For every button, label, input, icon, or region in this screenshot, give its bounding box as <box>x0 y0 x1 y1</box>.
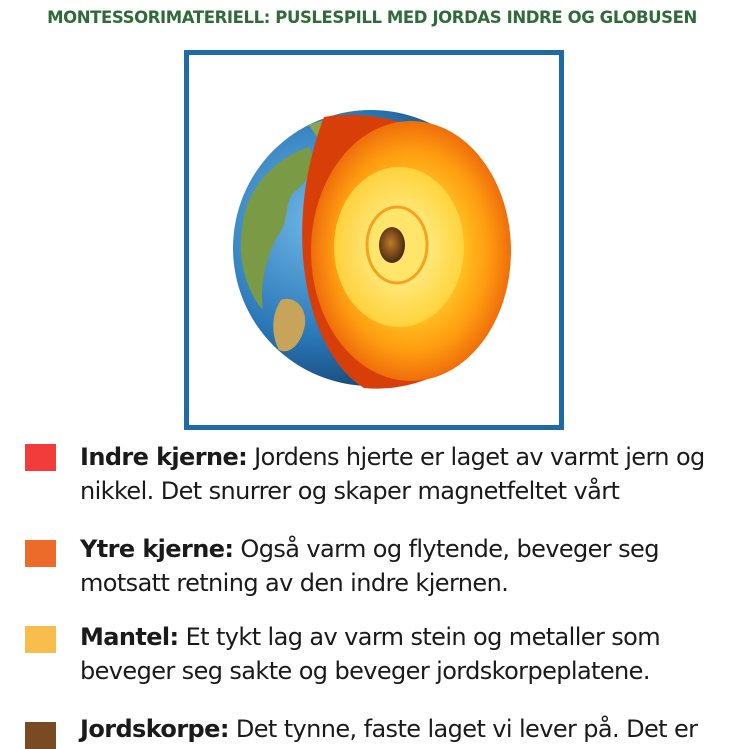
legend-term: Indre kjerne: <box>80 443 248 471</box>
legend-description: Jordens hjerte er laget av varmt jern og <box>247 443 705 471</box>
legend-text <box>80 712 730 746</box>
legend-text <box>80 620 730 688</box>
legend-description: beveger seg sakte og beveger jordskorpeplatene. <box>80 657 650 685</box>
legend-term: Jordskorpe: <box>80 715 229 743</box>
legend-description: Et tykt lag av varm stein og metaller som <box>178 623 661 651</box>
inner-core <box>379 227 405 263</box>
legend-term: Ytre kjerne: <box>80 535 234 563</box>
illustration-frame <box>184 50 564 430</box>
legend-description: Det tynne, faste laget vi lever på. Det er <box>228 715 698 743</box>
legend-swatch <box>25 722 56 749</box>
legend-swatch <box>25 626 56 653</box>
legend-description: Også varm og flytende, beveger seg <box>233 535 659 563</box>
legend-swatch <box>25 540 56 567</box>
legend-description: motsatt retning av den indre kjernen. <box>80 569 509 597</box>
legend-swatch <box>25 444 56 471</box>
legend-term: Mantel: <box>80 623 179 651</box>
page-title: MONTESSORIMATERIELL: PUSLESPILL MED JORDAS INDRE OG GLOBUSEN <box>47 8 697 27</box>
legend-text <box>80 532 730 600</box>
legend-description: nikkel. Det snurrer og skaper magnetfeltet vårt <box>80 477 620 505</box>
legend-text <box>80 440 730 508</box>
earth-cutaway-icon <box>189 55 559 425</box>
